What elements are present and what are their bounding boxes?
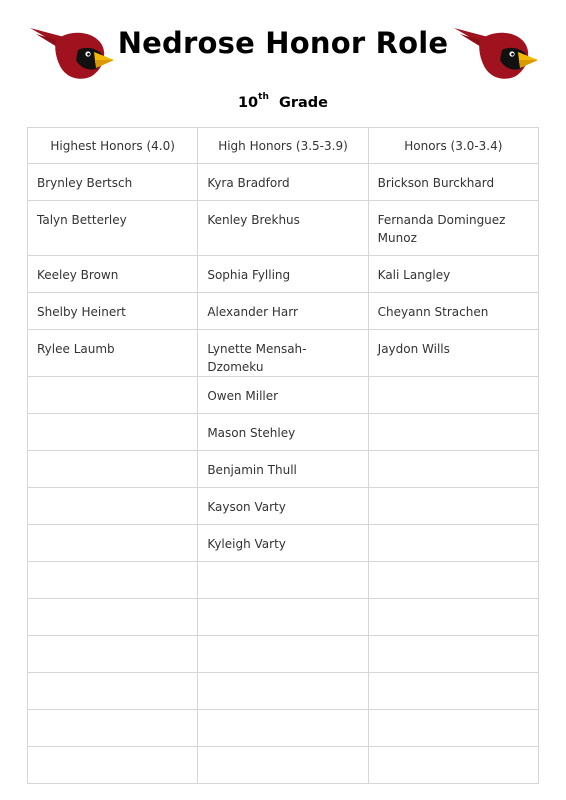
table-cell bbox=[368, 488, 538, 525]
column-header-highest-honors: Highest Honors (4.0) bbox=[28, 128, 198, 164]
table-cell: Keeley Brown bbox=[28, 256, 198, 293]
table-cell bbox=[198, 599, 368, 636]
table-cell bbox=[368, 747, 538, 784]
table-row bbox=[28, 201, 539, 256]
table-row bbox=[28, 673, 539, 710]
table-row bbox=[28, 451, 539, 488]
table-cell: Jaydon Wills bbox=[368, 330, 538, 377]
table-row bbox=[28, 164, 539, 201]
table-cell bbox=[368, 673, 538, 710]
table-cell: Brickson Burckhard bbox=[368, 164, 538, 201]
table-cell bbox=[28, 488, 198, 525]
table-cell bbox=[28, 636, 198, 673]
honor-roll-table bbox=[27, 127, 539, 784]
table-cell bbox=[28, 377, 198, 414]
table-cell: Fernanda Dominguez Munoz bbox=[368, 201, 538, 256]
table-cell: Lynette Mensah-Dzomeku bbox=[198, 330, 368, 377]
table-cell bbox=[368, 525, 538, 562]
table-cell bbox=[198, 673, 368, 710]
grade-heading bbox=[0, 94, 566, 111]
page-title: Nedrose Honor Role bbox=[117, 26, 449, 60]
table-cell: Rylee Laumb bbox=[28, 330, 198, 377]
table-cell bbox=[368, 710, 538, 747]
table-row bbox=[28, 747, 539, 784]
table-cell bbox=[198, 636, 368, 673]
table-row bbox=[28, 562, 539, 599]
table-cell bbox=[28, 562, 198, 599]
table-row bbox=[28, 525, 539, 562]
table-cell: Mason Stehley bbox=[198, 414, 368, 451]
table-cell bbox=[28, 414, 198, 451]
table-cell bbox=[368, 636, 538, 673]
table-row bbox=[28, 599, 539, 636]
table-cell: Alexander Harr bbox=[198, 293, 368, 330]
table-cell bbox=[28, 673, 198, 710]
table-cell: Owen Miller bbox=[198, 377, 368, 414]
table-cell: Kali Langley bbox=[368, 256, 538, 293]
table-header-row bbox=[28, 128, 539, 164]
table-row bbox=[28, 710, 539, 747]
table-row bbox=[28, 488, 539, 525]
table-cell bbox=[198, 710, 368, 747]
table-cell: Kyleigh Varty bbox=[198, 525, 368, 562]
table-cell: Kayson Varty bbox=[198, 488, 368, 525]
table-cell: Shelby Heinert bbox=[28, 293, 198, 330]
table-cell: Sophia Fylling bbox=[198, 256, 368, 293]
table-cell bbox=[198, 747, 368, 784]
table-row bbox=[28, 414, 539, 451]
grade-number: 10 bbox=[237, 94, 259, 111]
table-cell bbox=[368, 451, 538, 488]
table-cell bbox=[368, 599, 538, 636]
table-row bbox=[28, 636, 539, 673]
table-cell: Talyn Betterley bbox=[28, 201, 198, 256]
column-header-honors: Honors (3.0-3.4) bbox=[368, 128, 538, 164]
column-header-high-honors: High Honors (3.5-3.9) bbox=[198, 128, 368, 164]
grade-suffix: th bbox=[258, 92, 269, 102]
table-cell: Kyra Bradford bbox=[198, 164, 368, 201]
cardinal-logo-right bbox=[452, 24, 542, 84]
table-row bbox=[28, 256, 539, 293]
table-row bbox=[28, 293, 539, 330]
table-cell bbox=[28, 747, 198, 784]
table-cell bbox=[28, 451, 198, 488]
table-cell bbox=[368, 414, 538, 451]
table-cell bbox=[368, 377, 538, 414]
table-cell bbox=[368, 562, 538, 599]
table-row bbox=[28, 377, 539, 414]
table-row bbox=[28, 330, 539, 377]
cardinal-head-icon bbox=[452, 24, 542, 84]
grade-word: Grade bbox=[278, 94, 329, 111]
table-cell: Brynley Bertsch bbox=[28, 164, 198, 201]
table-cell: Cheyann Strachen bbox=[368, 293, 538, 330]
table-cell bbox=[28, 525, 198, 562]
table-cell bbox=[28, 599, 198, 636]
table-cell bbox=[28, 710, 198, 747]
table-cell: Benjamin Thull bbox=[198, 451, 368, 488]
table-cell bbox=[198, 562, 368, 599]
table-cell: Kenley Brekhus bbox=[198, 201, 368, 256]
